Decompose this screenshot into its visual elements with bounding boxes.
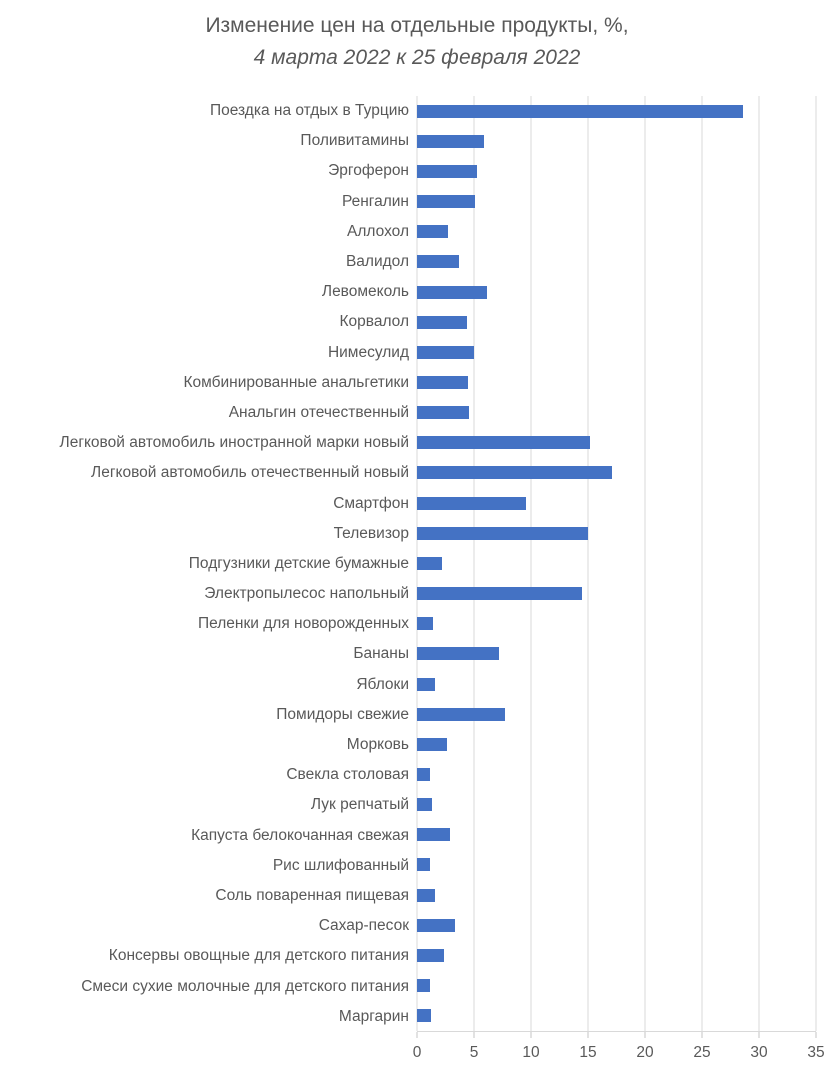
chart-title xyxy=(0,10,834,74)
bar-row xyxy=(417,639,816,669)
bar-row xyxy=(417,880,816,910)
axis-tick-label: 25 xyxy=(693,1044,711,1061)
axis-tick-label: 35 xyxy=(807,1044,825,1061)
axis-tick-label: 15 xyxy=(579,1044,597,1061)
bar-row xyxy=(417,669,816,699)
bar xyxy=(417,919,455,932)
bar xyxy=(417,527,588,540)
bar xyxy=(417,497,526,510)
category-label: Смартфон xyxy=(333,494,409,512)
category-label: Соль поваренная пищевая xyxy=(215,886,409,904)
bar-row xyxy=(417,428,816,458)
bar xyxy=(417,135,484,148)
bar-rows xyxy=(417,96,816,1031)
axis-tick xyxy=(702,1032,703,1038)
category-label: Анальгин отечественный xyxy=(228,403,409,421)
axis-tick xyxy=(759,1032,760,1038)
bar-row xyxy=(417,277,816,307)
category-label: Ренгалин xyxy=(341,192,409,210)
bar xyxy=(417,225,448,238)
category-label: Телевизор xyxy=(333,524,409,542)
bar xyxy=(417,647,499,660)
axis-tick xyxy=(531,1032,532,1038)
bar xyxy=(417,798,432,811)
category-label: Поливитамины xyxy=(300,132,409,150)
bar xyxy=(417,406,469,419)
category-label: Аллохол xyxy=(347,222,409,240)
bar xyxy=(417,768,430,781)
axis-tick xyxy=(417,1032,418,1038)
bar xyxy=(417,466,612,479)
axis-tick-label: 5 xyxy=(469,1044,479,1061)
category-label: Морковь xyxy=(346,736,409,754)
category-label: Консервы овощные для детского питания xyxy=(108,947,409,965)
bar-row xyxy=(417,217,816,247)
category-label: Эргоферон xyxy=(328,162,409,180)
bar xyxy=(417,1009,431,1022)
category-label: Помидоры свежие xyxy=(276,705,409,723)
bar xyxy=(417,316,467,329)
axis-tick-label: 0 xyxy=(412,1044,422,1061)
bar xyxy=(417,255,459,268)
bar-row xyxy=(417,337,816,367)
bar xyxy=(417,557,442,570)
bar xyxy=(417,889,435,902)
category-label: Сахар-песок xyxy=(318,917,409,935)
bar xyxy=(417,376,468,389)
category-label: Электропылесос напольный xyxy=(204,585,409,603)
category-label: Валидол xyxy=(345,253,409,271)
bar-row xyxy=(417,609,816,639)
bar-row xyxy=(417,96,816,126)
bar-row xyxy=(417,940,816,970)
axis-tick-label: 30 xyxy=(750,1044,768,1061)
category-label: Левомеколь xyxy=(321,283,409,301)
bar xyxy=(417,708,505,721)
bar xyxy=(417,195,475,208)
bar xyxy=(417,165,477,178)
bar xyxy=(417,858,430,871)
chart-title-line2: 4 марта 2022 к 25 февраля 2022 xyxy=(253,46,581,69)
axis-tick xyxy=(588,1032,589,1038)
bar-row xyxy=(417,910,816,940)
bar xyxy=(417,105,743,118)
category-label: Рис шлифованный xyxy=(272,856,409,874)
category-label: Комбинированные анальгетики xyxy=(183,373,409,391)
bar xyxy=(417,346,474,359)
bar-row xyxy=(417,458,816,488)
bar-row xyxy=(417,1001,816,1031)
category-label: Лук репчатый xyxy=(310,796,409,814)
bar-row xyxy=(417,398,816,428)
axis-tick xyxy=(816,1032,817,1038)
bar xyxy=(417,949,444,962)
category-label: Легковой автомобиль иностранной марки новый xyxy=(59,434,409,452)
bar-row xyxy=(417,579,816,609)
category-label: Поездка на отдых в Турцию xyxy=(210,102,409,120)
chart-title-line1: Изменение цен на отдельные продукты, %, xyxy=(205,14,629,37)
category-label: Легковой автомобиль отечественный новый xyxy=(91,464,409,482)
category-label: Пеленки для новорожденных xyxy=(198,615,409,633)
category-label: Смеси сухие молочные для детского питания xyxy=(81,977,409,995)
bar-row xyxy=(417,186,816,216)
axis-tick xyxy=(645,1032,646,1038)
category-label: Яблоки xyxy=(356,675,409,693)
bar-row xyxy=(417,850,816,880)
category-label: Маргарин xyxy=(338,1007,409,1025)
bar-row xyxy=(417,790,816,820)
category-label: Нимесулид xyxy=(327,343,409,361)
bar-row xyxy=(417,518,816,548)
bar-row xyxy=(417,307,816,337)
bar xyxy=(417,617,433,630)
axis-tick-label: 10 xyxy=(522,1044,540,1061)
x-axis xyxy=(412,1032,825,1072)
category-label: Бананы xyxy=(353,645,409,663)
bar xyxy=(417,828,450,841)
bar-row xyxy=(417,548,816,578)
bar-row xyxy=(417,367,816,397)
bar xyxy=(417,587,582,600)
bar-row xyxy=(417,820,816,850)
bar xyxy=(417,436,590,449)
category-label: Свекла столовая xyxy=(286,766,409,784)
category-label: Подгузники детские бумажные xyxy=(188,554,409,572)
bar-row xyxy=(417,156,816,186)
plot-area xyxy=(417,96,816,1032)
bar xyxy=(417,678,435,691)
category-labels xyxy=(0,96,409,1032)
bar-row xyxy=(417,971,816,1001)
bar xyxy=(417,979,430,992)
category-label: Капуста белокочанная свежая xyxy=(191,826,409,844)
axis-tick xyxy=(474,1032,475,1038)
bar xyxy=(417,738,447,751)
bar xyxy=(417,286,487,299)
bar-row xyxy=(417,729,816,759)
bar-row xyxy=(417,699,816,729)
bar-row xyxy=(417,126,816,156)
axis-tick-label: 20 xyxy=(636,1044,654,1061)
bar-row xyxy=(417,759,816,789)
bar-row xyxy=(417,488,816,518)
category-label: Корвалол xyxy=(339,313,409,331)
bar-row xyxy=(417,247,816,277)
